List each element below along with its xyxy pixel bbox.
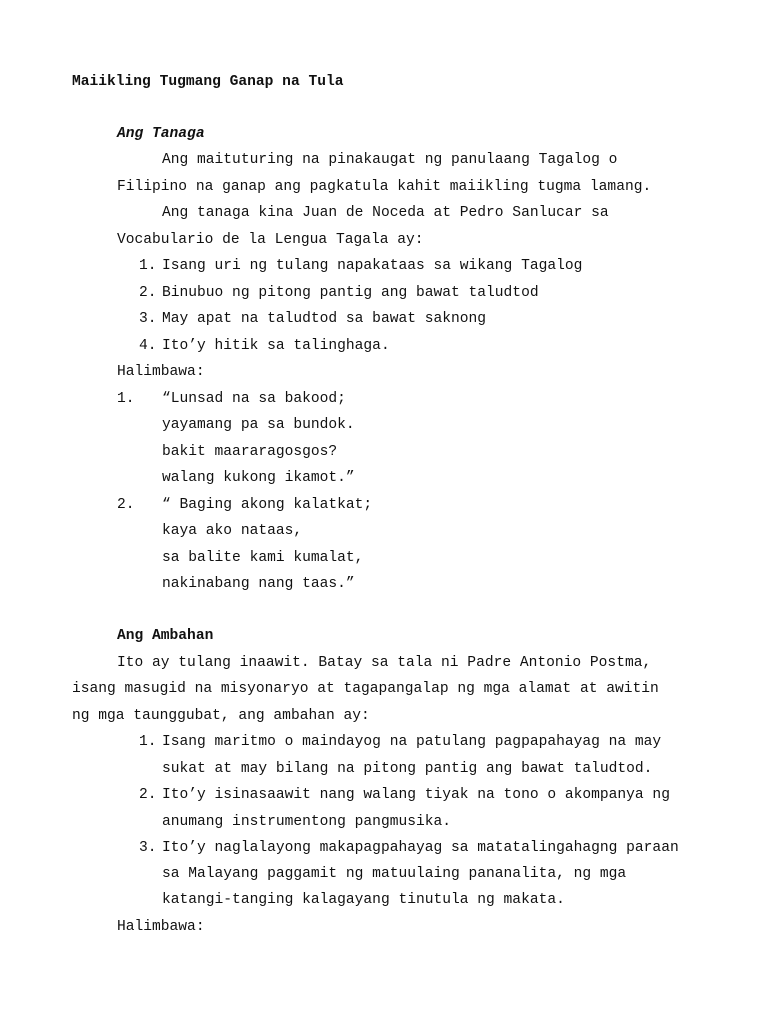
poem-line: yayamang pa sa bundok. [162,417,355,433]
tanaga-paragraph-2-line: Ang tanaga kina Juan de Noceda at Pedro Sanlucar sa [162,205,609,221]
list-item-number: 3. [139,840,157,856]
tanaga-paragraph-1-line: Filipino na ganap ang pagkatula kahit maiikling tugma lamang. [117,179,652,195]
list-item-number: 2. [139,285,157,301]
document-title: Maiikling Tugmang Ganap na Tula [72,74,344,90]
ambahan-paragraph-line: ng mga taunggubat, ang ambahan ay: [72,708,370,724]
poem-line: nakinabang nang taas.” [162,576,355,592]
list-item-number: 2. [139,787,157,803]
list-item: anumang instrumentong pangmusika. [162,814,452,830]
list-item: May apat na taludtod sa bawat saknong [162,311,487,327]
section-heading-ambahan: Ang Ambahan [117,628,214,644]
list-item: Isang maritmo o maindayog na patulang pagpapahayag na may [162,734,662,750]
example-number: 1. [117,391,135,407]
list-item-number: 1. [139,734,157,750]
list-item-number: 4. [139,338,157,354]
list-item: sa Malayang paggamit ng matuulaing pananalita, ng mga [162,866,627,882]
example-label: Halimbawa: [117,364,205,380]
ambahan-paragraph-line: isang masugid na misyonaryo at tagapangalap ng mga alamat at awitin [72,681,659,697]
list-item: Ito’y isinasaawit nang walang tiyak na tono o akompanya ng [162,787,670,803]
list-item: katangi-tanging kalagayang tinutula ng makata. [162,892,565,908]
list-item-number: 1. [139,258,157,274]
ambahan-paragraph-line: Ito ay tulang inaawit. Batay sa tala ni Padre Antonio Postma, [117,655,652,671]
poem-line: “Lunsad na sa bakood; [162,391,346,407]
list-item-number: 3. [139,311,157,327]
poem-line: “ Baging akong kalatkat; [162,497,373,513]
poem-line: kaya ako nataas, [162,523,303,539]
poem-line: walang kukong ikamot.” [162,470,355,486]
tanaga-paragraph-2-line: Vocabulario de la Lengua Tagala ay: [117,232,424,248]
list-item: Ito’y naglalayong makapagpahayag sa matatalingahagng paraan [162,840,679,856]
poem-line: bakit maararagosgos? [162,444,338,460]
example-number: 2. [117,497,135,513]
list-item: Isang uri ng tulang napakataas sa wikang Tagalog [162,258,583,274]
list-item: sukat at may bilang na pitong pantig ang bawat taludtod. [162,761,653,777]
section-heading-tanaga: Ang Tanaga [117,126,205,142]
example-label: Halimbawa: [117,919,205,935]
tanaga-paragraph-1-line: Ang maituturing na pinakaugat ng panulaang Tagalog o [162,152,618,168]
list-item: Binubuo ng pitong pantig ang bawat taludtod [162,285,539,301]
list-item: Ito’y hitik sa talinghaga. [162,338,390,354]
poem-line: sa balite kami kumalat, [162,550,364,566]
